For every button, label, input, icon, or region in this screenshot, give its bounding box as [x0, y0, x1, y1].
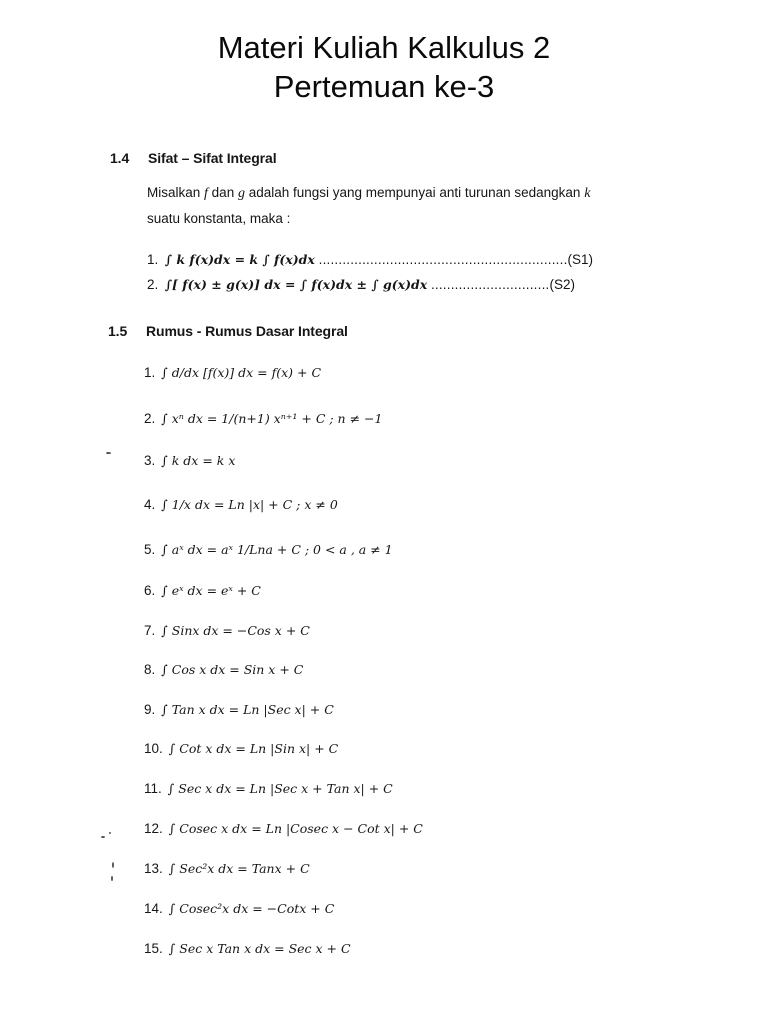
formula-expression: ∫ Sec x Tan x dx = Sec x + C [168, 941, 351, 956]
formula-item [144, 623, 310, 638]
formula-item [144, 497, 338, 512]
formula-number: 2. [144, 411, 156, 426]
formula-item [144, 662, 303, 677]
intro-text: adalah fungsi yang mempunyai anti turunan sedangkan [244, 185, 585, 200]
scan-speck [106, 452, 111, 454]
formula-number: 10. [144, 741, 163, 756]
formula-item [144, 941, 351, 956]
formula-expression: ∫ Cosec x dx = Ln |Cosec x − Cot x| + C [168, 821, 423, 836]
formula-item [144, 702, 334, 717]
property-expression: ∫[ f(x) ± g(x)] dx = ∫ f(x)dx ± ∫ g(x)dx [164, 277, 428, 292]
scan-speck [112, 862, 114, 868]
property-tag: (S2) [549, 277, 575, 292]
formula-expression: ∫ Sec x dx = Ln |Sec x + Tan x| + C [167, 781, 393, 796]
formula-item [144, 583, 261, 598]
page-title [0, 28, 768, 106]
formula-number: 15. [144, 941, 163, 956]
formula-number: 11. [144, 781, 162, 796]
section-number: 1.4 [110, 150, 130, 166]
formula-number: 4. [144, 497, 156, 512]
formula-expression: ∫ Tan x dx = Ln |Sec x| + C [161, 702, 334, 717]
formula-expression: ∫ Cosec²x dx = −Cotx + C [168, 901, 335, 916]
formula-number: 7. [144, 623, 156, 638]
formula-expression: ∫ 1/x dx = Ln |x| + C ; x ≠ 0 [161, 497, 338, 512]
variable-g: g [237, 186, 245, 201]
section-heading-1-5 [108, 323, 348, 339]
formula-item [144, 901, 334, 916]
section-title: Sifat – Sifat Integral [148, 150, 277, 166]
formula-expression: ∫ Cos x dx = Sin x + C [161, 662, 304, 677]
section-number: 1.5 [108, 323, 128, 339]
formula-expression: ∫ Cot x dx = Ln |Sin x| + C [168, 741, 339, 756]
formula-number: 13. [144, 861, 163, 876]
property-number: 2. [147, 277, 159, 292]
formula-number: 5. [144, 542, 156, 557]
formula-number: 14. [144, 901, 163, 916]
formula-item [144, 741, 338, 756]
title-line-2: Pertemuan ke-3 [273, 69, 495, 104]
formula-number: 9. [144, 702, 156, 717]
variable-f: f [204, 186, 208, 201]
scan-speck [109, 832, 111, 834]
formula-number: 3. [144, 453, 156, 468]
variable-k: k [584, 186, 591, 201]
scan-speck [101, 836, 105, 838]
intro-paragraph [147, 180, 667, 231]
formula-expression: ∫ xⁿ dx = 1/(n+1) xⁿ⁺¹ + C ; n ≠ −1 [161, 411, 383, 426]
section-heading-1-4 [110, 150, 277, 166]
formula-number: 12. [144, 821, 163, 836]
section-title: Rumus - Rumus Dasar Integral [146, 323, 348, 339]
formula-number: 6. [144, 583, 156, 598]
formula-item [144, 861, 310, 876]
formula-item [144, 411, 382, 426]
formula-item [144, 365, 321, 380]
formula-item [144, 781, 393, 796]
formula-expression: ∫ d/dx [f(x)] dx = f(x) + C [161, 365, 322, 380]
formula-item [144, 542, 393, 557]
formula-item [144, 453, 235, 468]
formula-number: 8. [144, 662, 156, 677]
property-s2 [147, 277, 575, 292]
title-line-1: Materi Kuliah Kalkulus 2 [217, 30, 551, 65]
leader-dots: ............................................................... [318, 252, 568, 267]
formula-expression: ∫ k dx = k x [161, 453, 236, 468]
property-s1 [147, 252, 593, 267]
formula-expression: ∫ eˣ dx = eˣ + C [161, 583, 261, 598]
scan-speck [111, 876, 113, 881]
formula-expression: ∫ Sinx dx = −Cos x + C [161, 623, 310, 638]
property-tag: (S1) [567, 252, 594, 267]
property-number: 1. [147, 252, 159, 267]
intro-text: suatu konstanta, maka : [147, 211, 291, 226]
intro-text: Misalkan [147, 185, 205, 200]
formula-expression: ∫ Sec²x dx = Tanx + C [168, 861, 310, 876]
leader-dots: .............................. [430, 277, 550, 292]
intro-text: dan [207, 185, 238, 200]
property-expression: ∫ k f(x)dx = k ∫ f(x)dx [164, 252, 315, 267]
formula-number: 1. [144, 365, 156, 380]
formula-expression: ∫ aˣ dx = aˣ 1/Lna + C ; 0 < a , a ≠ 1 [161, 542, 393, 557]
formula-item [144, 821, 423, 836]
